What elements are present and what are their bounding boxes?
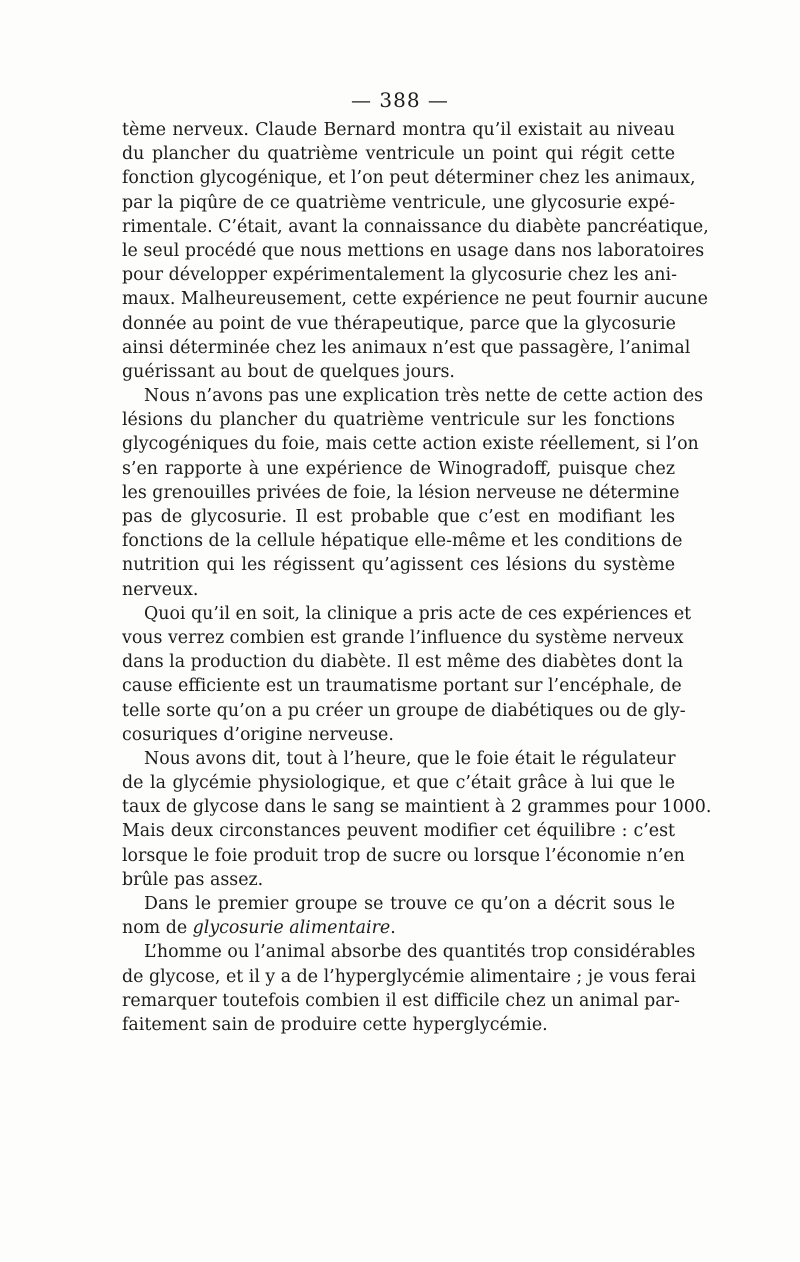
text-line: rimentale. C’était, avant la connaissance du diabète pancréatique, <box>122 216 709 237</box>
text-line: nutrition qui les régissent qu’agissent ces lésions du système <box>122 555 675 576</box>
text-line: cosuriques d’origine nerveuse. <box>122 724 394 745</box>
text-line: vous verrez combien est grande l’influence du système nerveux <box>122 627 684 648</box>
text-line: dans la production du diabète. Il est même des diabètes dont la <box>122 652 684 673</box>
text-line: pour développer expérimentalement la glycosurie chez les ani- <box>122 265 677 286</box>
text-line: Nous avons dit, tout à l’heure, que le foie était le régulateur <box>144 748 676 769</box>
text-line: taux de glycose dans le sang se maintient à 2 grammes pour 1000. <box>122 797 712 818</box>
text-line: le seul procédé que nous mettions en usage dans nos laboratoires <box>122 240 705 261</box>
body-text <box>122 118 712 1037</box>
text-line: Quoi qu’il en soit, la clinique a pris acte de ces expériences et <box>144 603 692 624</box>
text-line: de glycose, et il y a de l’hyperglycémie alimentaire ; je vous ferai <box>122 966 696 987</box>
text-line: nerveux. <box>122 579 199 600</box>
text-line: brûle pas assez. <box>122 869 264 890</box>
text-line: Nous n’avons pas une explication très nette de cette action des <box>144 386 704 407</box>
text-line: de la glycémie physiologique, et que c’était grâce à lui que le <box>122 773 675 794</box>
text-line: du plancher du quatrième ventricule un point qui régit cette <box>122 144 675 165</box>
text-line: les grenouilles privées de foie, la lésion nerveuse ne détermine <box>122 482 680 503</box>
text-line: par la piqûre de ce quatrième ventricule, une glycosurie expé- <box>122 192 675 213</box>
text-line: glycogéniques du foie, mais cette action existe réellement, si l’on <box>122 434 699 455</box>
text-line: remarquer toutefois combien il est difficile chez un animal par- <box>122 990 680 1011</box>
text-line: maux. Malheureusement, cette expérience ne peut fournir aucune <box>122 289 708 310</box>
text-line: donnée au point de vue thérapeutique, parce que la glycosurie <box>122 313 676 334</box>
text-line: ainsi déterminée chez les animaux n’est que passagère, l’animal <box>122 337 691 358</box>
text-line-nom <box>122 916 675 940</box>
text-line: guérissant au bout de quelques jours. <box>122 361 455 382</box>
text-line: pas de glycosurie. Il est probable que c’est en modifiant les <box>122 507 675 527</box>
page-number-header: — 388 — <box>351 88 449 112</box>
text-line: cause efficiente est un traumatisme portant sur l’encéphale, de <box>122 676 682 697</box>
text-line: lorsque le foie produit trop de sucre ou lorsque l’économie n’en <box>122 845 685 866</box>
nom-prefix: nom de <box>122 918 193 939</box>
text-line: fonction glycogénique, et l’on peut déterminer chez les animaux, <box>122 168 696 189</box>
text-line: Mais deux circonstances peuvent modifier cet équilibre : c’est <box>122 821 675 842</box>
text-lines-main <box>122 118 712 916</box>
italic-term: glycosurie alimentaire <box>192 918 391 939</box>
text-line: s’en rapporte à une expérience de Winogradoff, puisque chez <box>122 458 675 479</box>
nom-suffix: . <box>390 918 396 939</box>
text-line: tème nerveux. Claude Bernard montra qu’il existait au niveau <box>122 120 675 140</box>
text-line: L’homme ou l’animal absorbe des quantités trop considérables <box>144 942 696 963</box>
text-line: faitement sain de produire cette hyperglycémie. <box>122 1014 548 1035</box>
text-lines-end <box>122 940 696 1037</box>
text-line: fonctions de la cellule hépatique elle-même et les conditions de <box>122 531 683 552</box>
text-line: Dans le premier groupe se trouve ce qu’on a décrit sous le <box>144 894 675 914</box>
text-line: lésions du plancher du quatrième ventricule sur les fonctions <box>122 410 675 431</box>
text-line: telle sorte qu’on a pu créer un groupe de diabétiques ou de gly- <box>122 700 686 721</box>
